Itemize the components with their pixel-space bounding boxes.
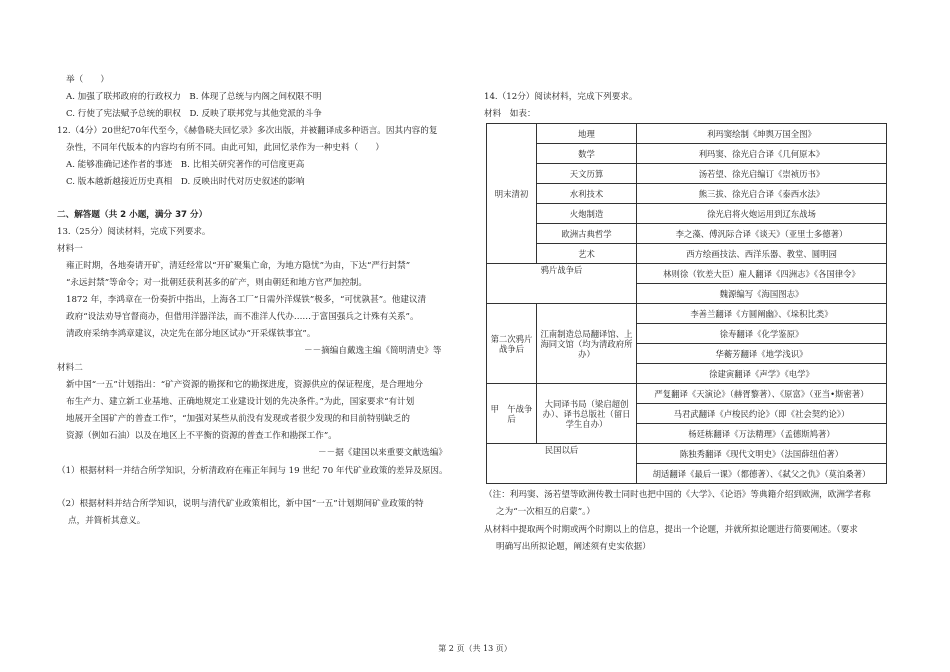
content-cell: 华蘅芳翻译《地学浅识》 — [637, 344, 887, 364]
material-one-line: 雍正时期，各地奏请开矿，清廷经常以“开矿聚集亡命，为地方隐忧”为由，下达“严行封禁” — [66, 261, 411, 271]
material-two-line: 资源（例如石油）以及在地区上不平衡的资源的普查工作和勘探工作”。 — [66, 431, 337, 441]
content-cell: 严复翻译《天演论》（赫胥黎著）、《原富》（亚当•斯密著） — [637, 384, 887, 404]
material-two-source: －－据《建国以来重要文献选编》 — [318, 448, 447, 458]
content-cell: 西方绘画技法、西洋乐器、教堂、圆明园 — [637, 244, 887, 264]
content-cell: 杨廷栋翻译《万法精理》（孟德斯鸠著） — [637, 424, 887, 444]
q12-options-ab: A. 能够准确记述作者的事迹 B. 比相关研究著作的可信度更高 — [66, 160, 305, 170]
material-two-line: 新中国“一五”计划指出：“矿产资源的勘探和它的勘探进度，资源供应的保证程度，是合理地分 — [66, 380, 423, 390]
institution-cell: 大同译书局（梁启超创办）、译书总版社（留日学生自办） — [537, 384, 637, 444]
q13-part1: （1）根据材料一并结合所学知识，分析清政府在雍正年间与 19 世纪 70 年代矿业政策的差异及原因。 — [57, 466, 448, 476]
material-one-source: －－摘编自戴逸主编《简明清史》等 — [304, 346, 442, 356]
material-one-label: 材料一 — [57, 244, 83, 254]
q14-task: 从材料中提取两个时期或两个时期以上的信息，提出一个论题，并就所拟论题进行简要阐述。（要求 — [484, 525, 858, 535]
field-cell: 火炮制造 — [537, 204, 637, 224]
period-cell: 民国以后 — [487, 444, 637, 484]
material-one-line: 清政府采纳李鸿章建议，决定先在部分地区试办“开采煤铁事宜”。 — [66, 329, 316, 339]
q12-stem-line1: 12.（4分）20世纪70年代至今，《赫鲁晓夫回忆录》多次出版，并被翻译成多种语言。因其内容的复 — [57, 126, 438, 136]
content-cell: 陈独秀翻译《现代文明史》（法国薛纽伯著） — [637, 444, 887, 464]
content-cell: 利玛窦、徐光启合译《几何原本》 — [637, 144, 887, 164]
content-cell: 胡适翻译《最后一课》（都德著）、《弑父之仇》（莫泊桑著） — [637, 464, 887, 484]
field-cell: 天文历算 — [537, 164, 637, 184]
material-intro: 材料 如表： — [484, 109, 536, 119]
content-cell: 徐寿翻译《化学鉴原》 — [637, 324, 887, 344]
content-cell: 徐建寅翻译《声学》《电学》 — [637, 364, 887, 384]
translation-table — [486, 123, 887, 484]
material-two-line: 地展开全国矿产的普查工作”，“加强对某些从前没有发现或者很少发现的和目前特别缺乏的 — [66, 414, 410, 424]
content-cell: 利玛窦绘制《坤舆万国全图》 — [637, 124, 887, 144]
page-number: 第 2 页（共 13 页） — [438, 644, 512, 653]
field-cell: 欧洲古典哲学 — [537, 224, 637, 244]
material-one-line: “永远封禁”等命令；对一批朝廷获利甚多的矿产，则由朝廷和地方官严加控制。 — [66, 278, 367, 288]
material-one-line: 政府“设法劝导官督商办，但借用洋器洋法，而不准洋人代办……于富国强兵之计殊有关系”。 — [66, 312, 419, 322]
q11-options-ab: A. 加强了联邦政府的行政权力 B. 体现了总统与内阁之间权限不明 — [66, 92, 322, 102]
material-two-line: 布生产力、建立新工业基地、正确地规定工业建设计划的先决条件。”为此，国家要求“有计划 — [66, 397, 415, 407]
content-cell: 熊三拔、徐光启合译《泰西水法》 — [637, 184, 887, 204]
field-cell: 水利技术 — [537, 184, 637, 204]
q13-part2: 点，并简析其意义。 — [68, 516, 146, 526]
period-cell: 第二次鸦片战争后 — [487, 304, 537, 384]
material-one-line: 1872 年，李鸿章在一份奏折中指出，上海各工厂“日需外洋煤铁”极多，“可忧孰甚”。他建议清 — [66, 295, 427, 305]
q13-part2: （2）根据材料并结合所学知识，说明与清代矿业政策相比，新中国“一五”计划期间矿业政策的特 — [57, 499, 424, 509]
institution-cell: 江南制造总局翻译馆、上海同文馆（均为清政府所办） — [537, 304, 637, 384]
period-cell: 鸦片战争后 — [487, 264, 637, 304]
period-cell: 甲 午战争后 — [487, 384, 537, 444]
field-cell: 数学 — [537, 144, 637, 164]
period-cell: 明末清初 — [487, 124, 537, 264]
content-cell: 徐光启将火炮运用到辽东战场 — [637, 204, 887, 224]
content-cell: 汤若望、徐光启编订《崇祯历书》 — [637, 164, 887, 184]
content-cell: 李善兰翻译《方圆阐幽》、《垛积比类》 — [637, 304, 887, 324]
q11-options-cd: C. 行使了宪法赋予总统的职权 D. 反映了联邦党与其他党派的斗争 — [66, 109, 322, 119]
content-cell: 马君武翻译《卢梭民约论》（即《社会契约论》） — [637, 404, 887, 424]
table-note: 之为“一次相互的启蒙”。） — [496, 507, 596, 517]
q14-task: 明确写出所拟论题，阐述须有史实依据） — [496, 542, 651, 552]
material-two-label: 材料二 — [57, 363, 83, 373]
field-cell: 艺术 — [537, 244, 637, 264]
content-cell: 李之藻、傅汎际合译《谈天》（亚里士多德著） — [637, 224, 887, 244]
section-heading: 二、解答题（共 2 小题，满分 37 分） — [57, 210, 208, 220]
field-cell: 地理 — [537, 124, 637, 144]
q12-options-cd: C. 版本越新越接近历史真相 D. 反映出时代对历史叙述的影响 — [66, 177, 305, 187]
content-cell: 魏源编写《海国图志》 — [637, 284, 887, 304]
q14-stem: 14.（12分）阅读材料，完成下列要求。 — [484, 92, 638, 102]
q12-stem-line2: 杂性，不同年代版本的内容均有所不同。由此可知，此回忆录作为一种史料（ ） — [66, 143, 384, 153]
table-note: （注：利玛窦、汤若望等欧洲传教士同时也把中国的《大学》、《论语》等典籍介绍到欧洲，欧洲学者称 — [484, 490, 871, 500]
q13-stem: 13.（25分）阅读材料，完成下列要求。 — [57, 227, 211, 237]
q11-continuation: 举（ ） — [66, 75, 109, 85]
content-cell: 林则徐（钦差大臣）雇人翻译《四洲志》《各国律令》 — [637, 264, 887, 284]
